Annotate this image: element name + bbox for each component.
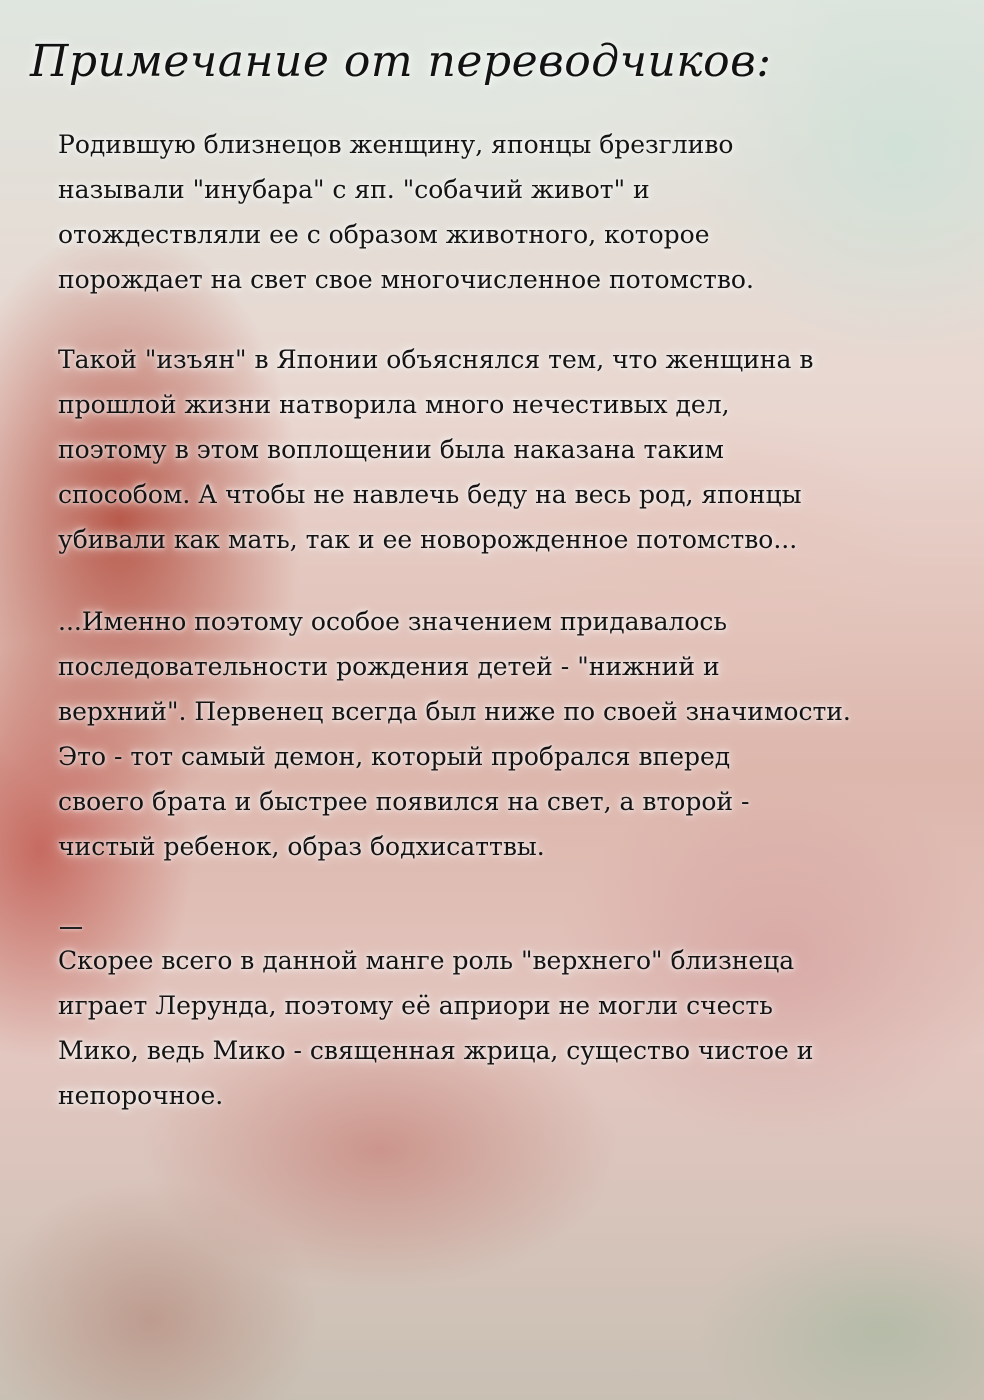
text-line: поэтому в этом воплощении была наказана таким	[58, 435, 724, 464]
text-line: Скорее всего в данной манге роль "верхнего" близнеца	[58, 946, 795, 975]
text-line: порождает на свет свое многочисленное потомство.	[58, 265, 754, 294]
paragraph-lerunda	[58, 938, 958, 1118]
text-line: своего брата и быстрее появился на свет, а второй -	[58, 787, 750, 816]
page-title: Примечание от переводчиков:	[30, 36, 772, 87]
paragraph-birth-order	[58, 599, 958, 869]
section-divider	[60, 927, 82, 929]
text-line: непорочное.	[58, 1081, 224, 1110]
text-line: называли "инубара" с яп. "собачий живот" и	[58, 175, 650, 204]
text-line: играет Лерунда, поэтому её априори не могли счесть	[58, 991, 773, 1020]
text-line: последовательности рождения детей - "нижний и	[58, 652, 720, 681]
text-line: прошлой жизни натворила много нечестивых дел,	[58, 390, 730, 419]
text-line: способом. А чтобы не навлечь беду на весь род, японцы	[58, 480, 802, 509]
text-line: ...Именно поэтому особое значением придавалось	[58, 607, 728, 636]
text-line: верхний". Первенец всегда был ниже по своей значимости.	[58, 697, 851, 726]
text-line: убивали как мать, так и ее новорожденное потомство...	[58, 525, 798, 554]
text-line: Родившую близнецов женщину, японцы брезгливо	[58, 130, 734, 159]
paragraph-inubara	[58, 122, 958, 302]
text-line: отождествляли ее с образом животного, которое	[58, 220, 710, 249]
text-line: чистый ребенок, образ бодхисаттвы.	[58, 832, 545, 861]
text-line: Это - тот самый демон, который пробрался вперед	[58, 742, 731, 771]
text-line: Такой "изъян" в Японии объяснялся тем, что женщина в	[58, 345, 814, 374]
text-line: Мико, ведь Мико - священная жрица, существо чистое и	[58, 1036, 814, 1065]
paragraph-flaw	[58, 337, 958, 562]
